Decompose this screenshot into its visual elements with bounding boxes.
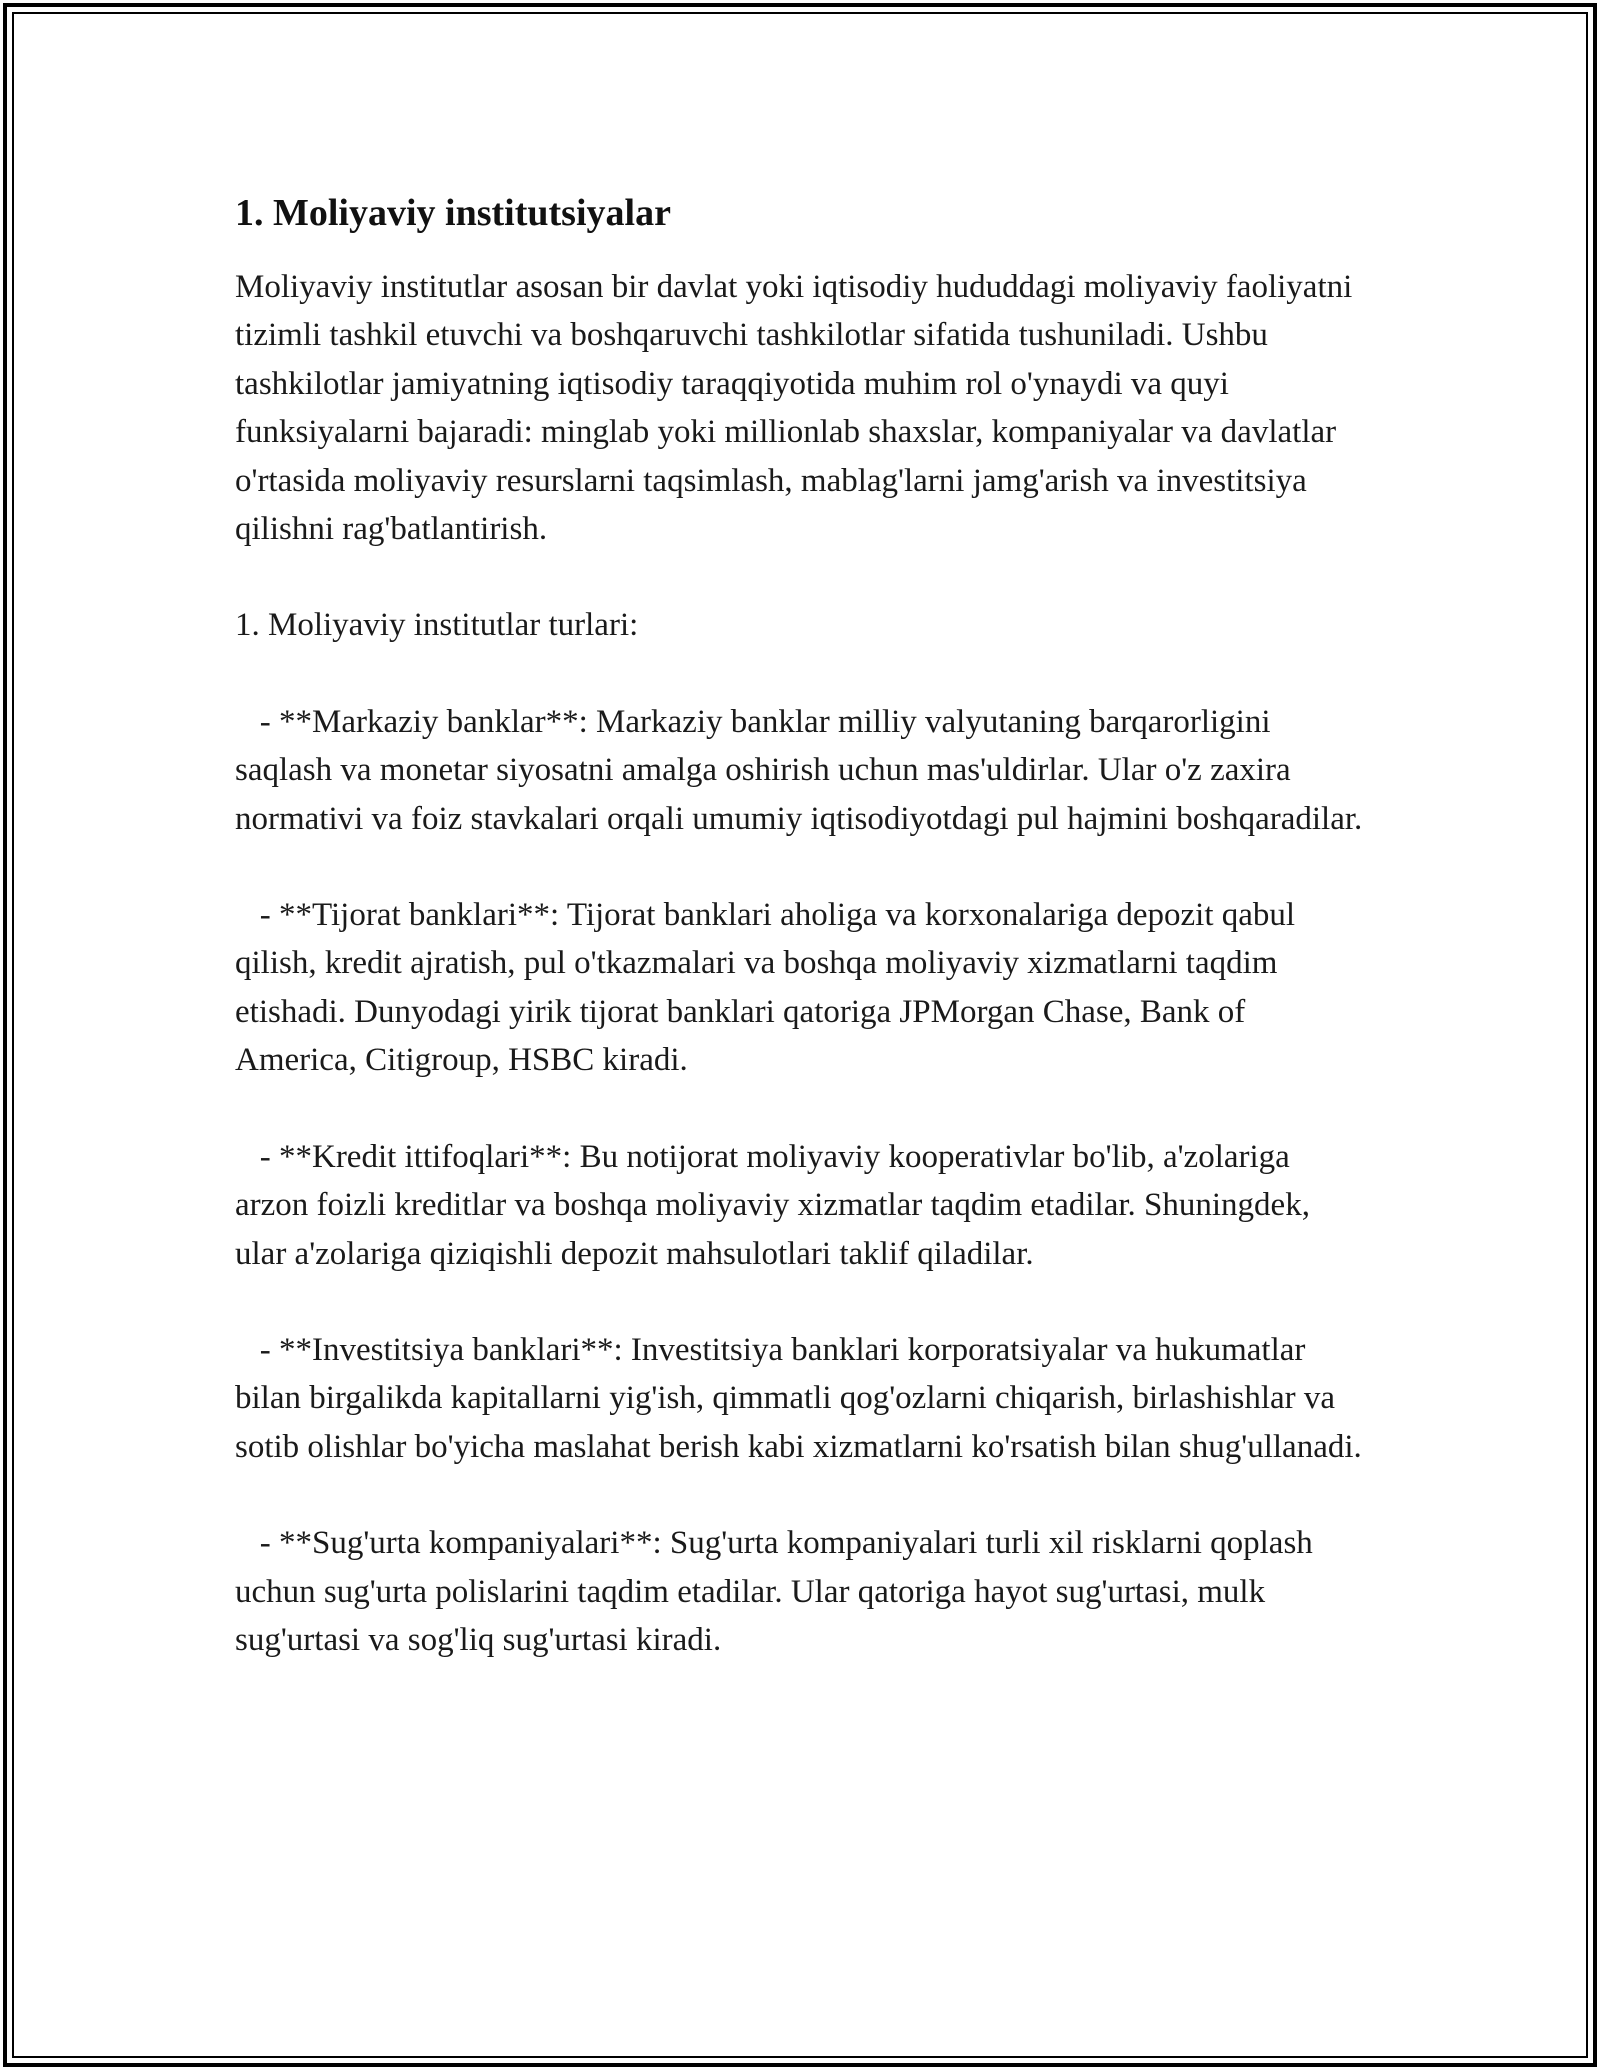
list-item-credit-unions: - **Kredit ittifoqlari**: Bu notijorat moliyaviy kooperativlar bo'lib, a'zolariga arzon foizli kreditlar va boshqa moliyaviy xizmatlar taqdim etadilar. Shuningdek, ular a'zolariga qiziqishli depozit mahsulotlari taklif qiladilar. xyxy=(235,1138,1319,1272)
list-item-commercial-banks: - **Tijorat banklari**: Tijorat banklari aholiga va korxonalariga depozit qabul qilish, kredit ajratish, pul o'tkazmalari va boshqa moliyaviy xizmatlarni taqdim etishadi. Dunyodagi yirik tijorat banklari qatoriga JPMorgan Chase, Bank of America, Citigroup, HSBC kiradi. xyxy=(235,897,1304,1079)
document-title: 1. Moliyaviy institutsiyalar xyxy=(235,192,671,234)
intro-paragraph: Moliyaviy institutlar asosan bir davlat yoki iqtisodiy hududdagi moliyaviy faoliyatni tizimli tashkil etuvchi va boshqaruvchi tashkilotlar sifatida tushuniladi. Ushbu tashkilotlar jamiyatning iqtisodiy taraqqiyotida muhim rol o'ynaydi va quyi funksiyalarni bajaradi: minglab yoki millionlab shaxslar, kompaniyalar va davlatlar o'rtasida moliyaviy resurslarni taqsimlash, mablag'larni jamg'arish va investitsiya qilishni rag'batlantirish. xyxy=(235,269,1361,548)
document-body xyxy=(235,185,1365,1712)
list-heading: 1. Moliyaviy institutlar turlari: xyxy=(235,607,639,644)
list-item-insurance-companies: - **Sug'urta kompaniyalari**: Sug'urta kompaniyalari turli xil risklarni qoplash uchun sug'urta polislarini taqdim etadilar. Ular qatoriga hayot sug'urtasi, mulk sug'urtasi va sog'liq sug'urtasi kiradi. xyxy=(235,1525,1322,1658)
list-item-central-banks: - **Markaziy banklar**: Markaziy banklar milliy valyutaning barqarorligini saqlash va monetar siyosatni amalga oshirish uchun mas'uldirlar. Ular o'z zaxira normativi va foiz stavkalari orqali umumiy iqtisodiyotdagi pul hajmini boshqaradilar. xyxy=(235,703,1363,837)
list-item-investment-banks: - **Investitsiya banklari**: Investitsiya banklari korporatsiyalar va hukumatlar bilan birgalikda kapitallarni yig'ish, qimmatli qog'ozlarni chiqarish, birlashishlar va sotib olishlar bo'yicha maslahat berish kabi xizmatlarni ko'rsatish bilan shug'ullanadi. xyxy=(235,1331,1362,1465)
